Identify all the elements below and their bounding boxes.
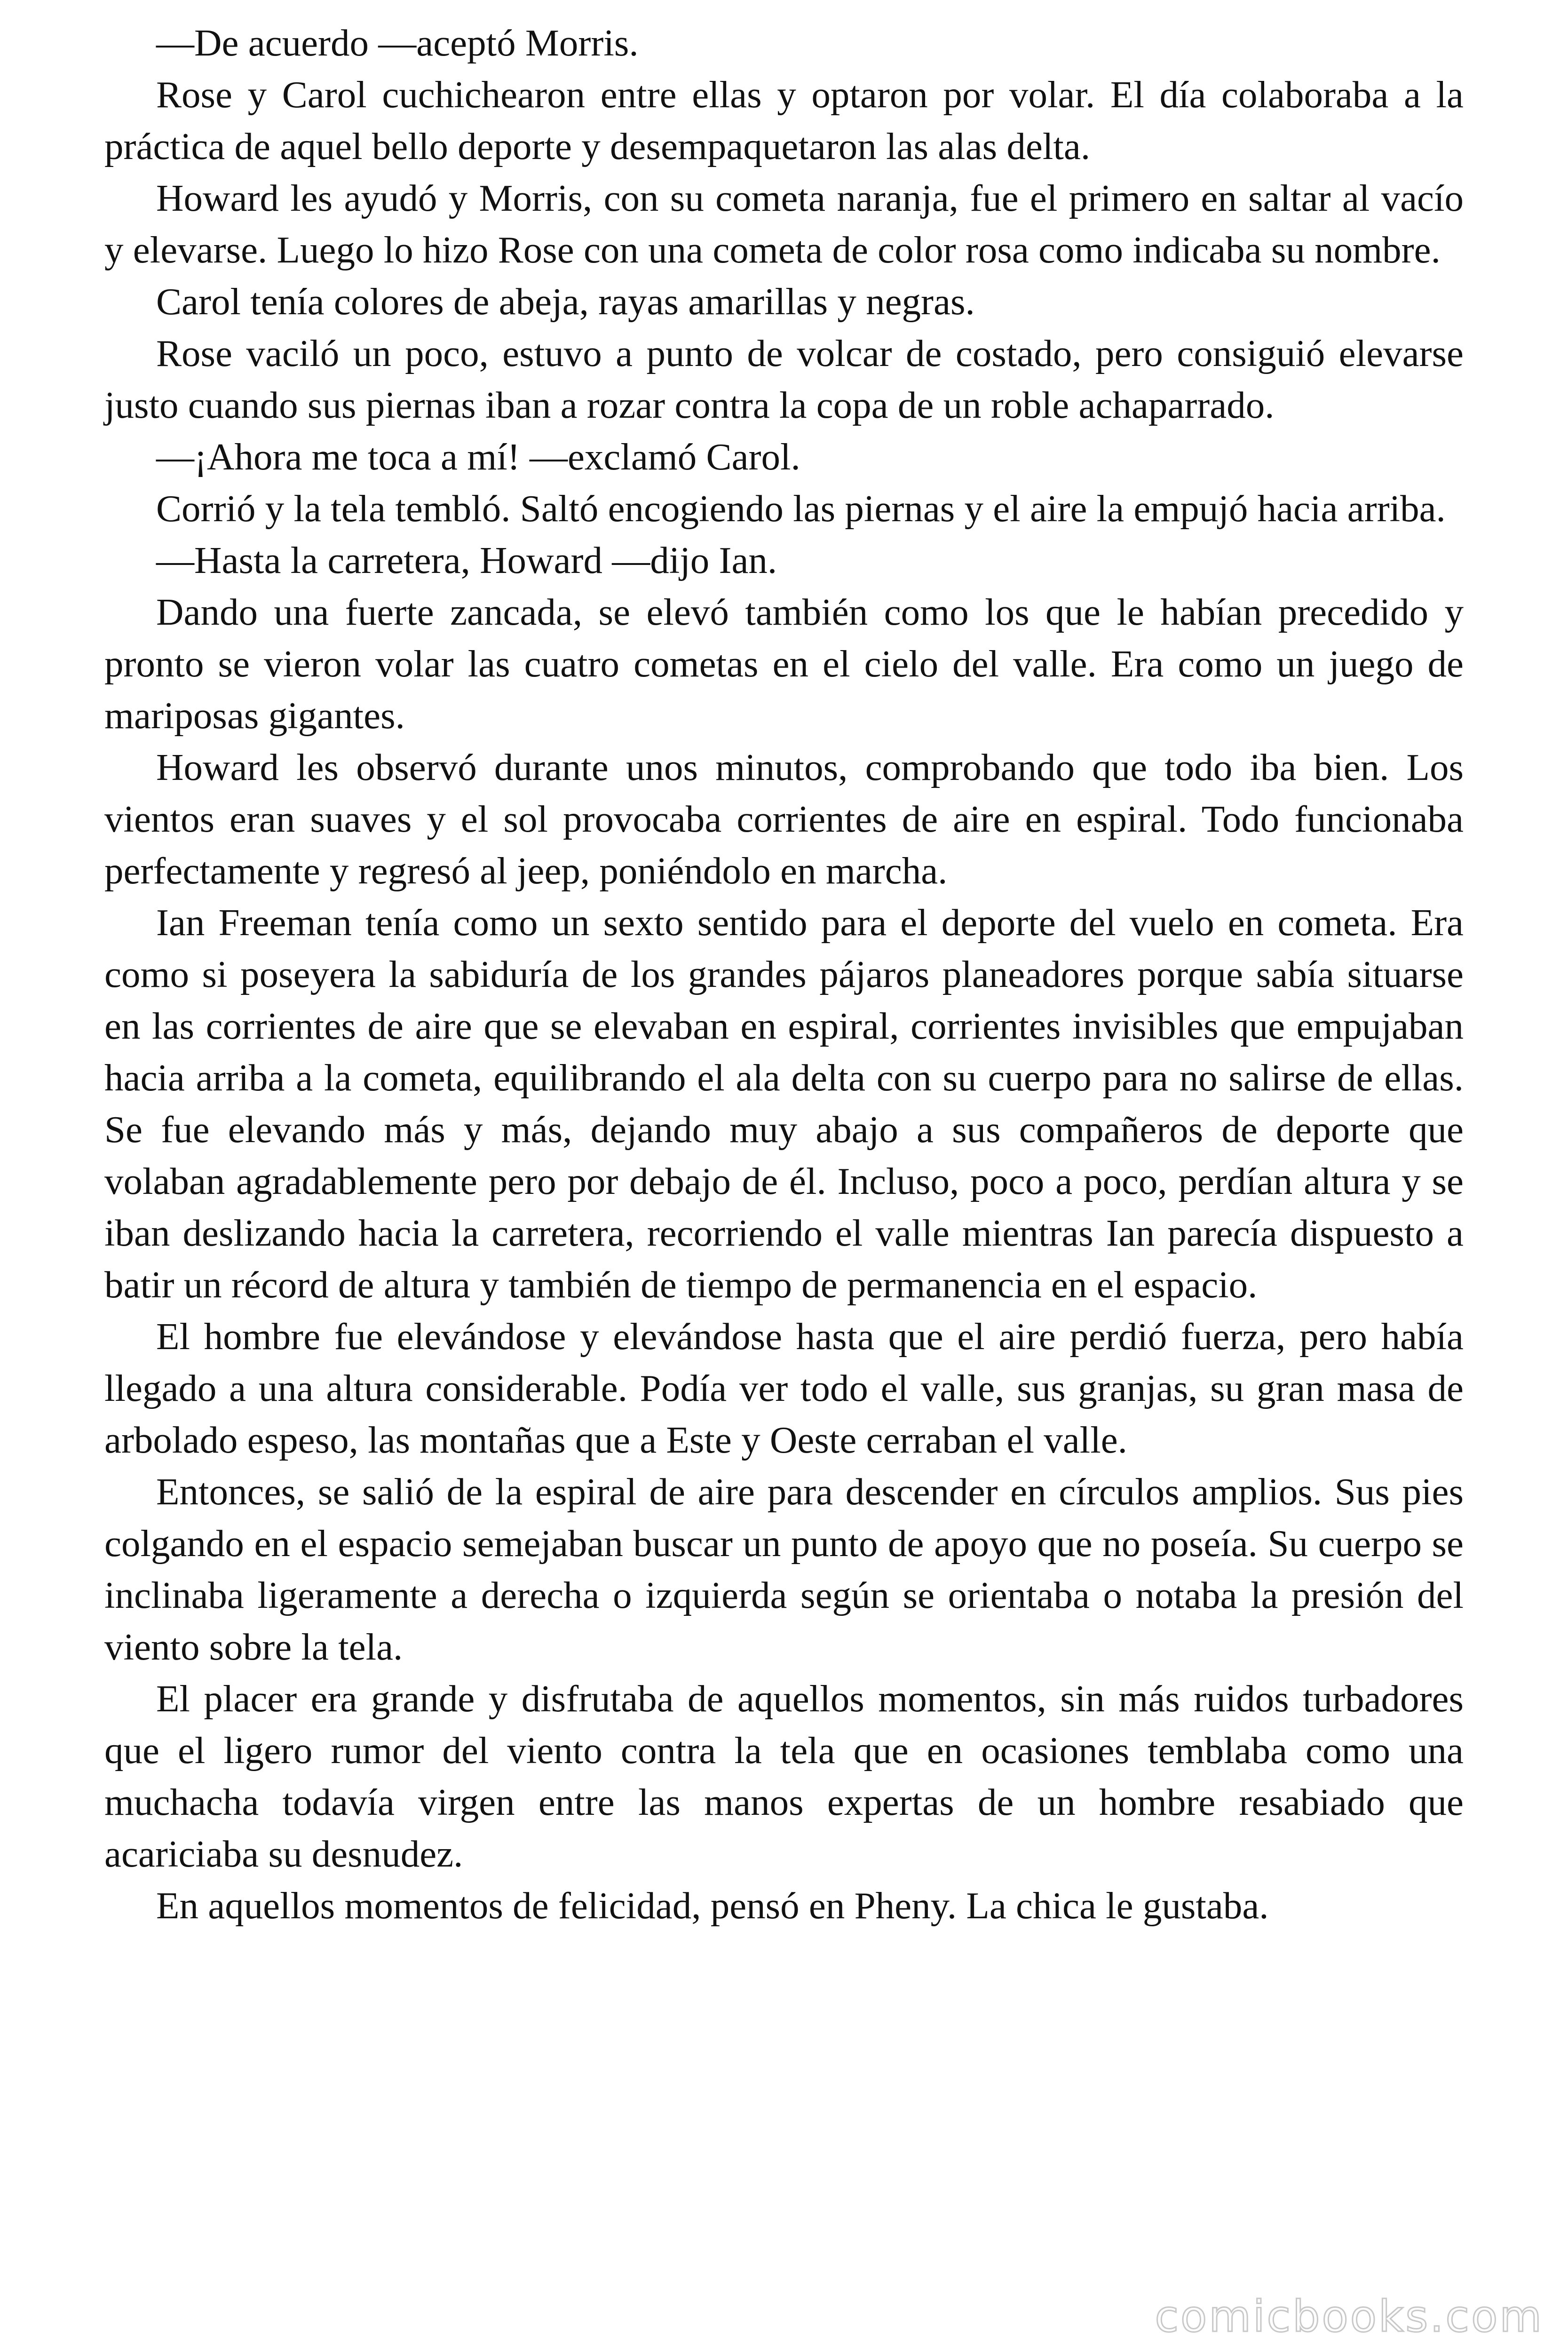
paragraph: —¡Ahora me toca a mí! —exclamó Carol.: [156, 436, 800, 478]
paragraph: Howard les ayudó y Morris, con su cometa naranja, fue el primero en saltar al vacío y elevarse. Luego lo hizo Rose con una cometa de color rosa como indicaba su nombre.: [104, 177, 1464, 271]
paragraph: —De acuerdo —aceptó Morris.: [156, 22, 639, 64]
paragraph: Rose y Carol cuchichearon entre ellas y optaron por volar. El día colaboraba a la práctica de aquel bello deporte y desempaquetaron las alas delta.: [104, 73, 1464, 167]
paragraph: Corrió y la tela tembló. Saltó encogiendo las piernas y el aire la empujó hacia arriba.: [156, 487, 1446, 530]
paragraph: El placer era grande y disfrutaba de aquellos momentos, sin más ruidos turbadores que el ligero rumor del viento contra la tela que en ocasiones temblaba como una muchacha todavía virgen entre las manos expertas de un hombre resabiado que acariciaba su desnudez.: [104, 1677, 1464, 1875]
paragraph: Dando una fuerte zancada, se elevó también como los que le habían precedido y pronto se vieron volar las cuatro cometas en el cielo del valle. Era como un juego de mariposas gigantes.: [104, 591, 1464, 737]
paragraph: —Hasta la carretera, Howard —dijo Ian.: [156, 539, 777, 581]
paragraph: Ian Freeman tenía como un sexto sentido para el deporte del vuelo en cometa. Era como si poseyera la sabiduría de los grandes pájaros planeadores porque sabía situarse en las corrientes de aire que se elevaban en espiral, corrientes invisibles que empujaban hacia arriba a la cometa, equilibrando el ala delta con su cuerpo para no salirse de ellas. Se fue elevando más y más, dejando muy abajo a sus compañeros de deporte que volaban agradablemente pero por debajo de él. Incluso, poco a poco, perdían altura y se iban deslizando hacia la carretera, recorriendo el valle mientras Ian parecía dispuesto a batir un récord de altura y también de tiempo de permanencia en el espacio.: [104, 901, 1464, 1306]
paragraph: Howard les observó durante unos minutos, comprobando que todo iba bien. Los vientos eran suaves y el sol provocaba corrientes de aire en espiral. Todo funcionaba perfectamente y regresó al jeep, poniéndolo en marcha.: [104, 746, 1464, 892]
paragraph: En aquellos momentos de felicidad, pensó en Pheny. La chica le gustaba.: [156, 1884, 1269, 1927]
watermark-logo: comicbooks.com: [1155, 2291, 1544, 2342]
paragraph: Carol tenía colores de abeja, rayas amarillas y negras.: [156, 280, 975, 323]
paragraph: Rose vaciló un poco, estuvo a punto de volcar de costado, pero consiguió elevarse justo cuando sus piernas iban a rozar contra la copa de un roble achaparrado.: [104, 332, 1464, 426]
document-page: [104, 17, 1464, 2331]
paragraph: El hombre fue elevándose y elevándose hasta que el aire perdió fuerza, pero había llegado a una altura considerable. Podía ver todo el valle, sus granjas, su gran masa de arbolado espeso, las montañas que a Este y Oeste cerraban el valle.: [104, 1315, 1464, 1461]
paragraph: Entonces, se salió de la espiral de aire para descender en círculos amplios. Sus pies colgando en el espacio semejaban buscar un punto de apoyo que no poseía. Su cuerpo se inclinaba ligeramente a derecha o izquierda según se orientaba o notaba la presión del viento sobre la tela.: [104, 1470, 1464, 1668]
